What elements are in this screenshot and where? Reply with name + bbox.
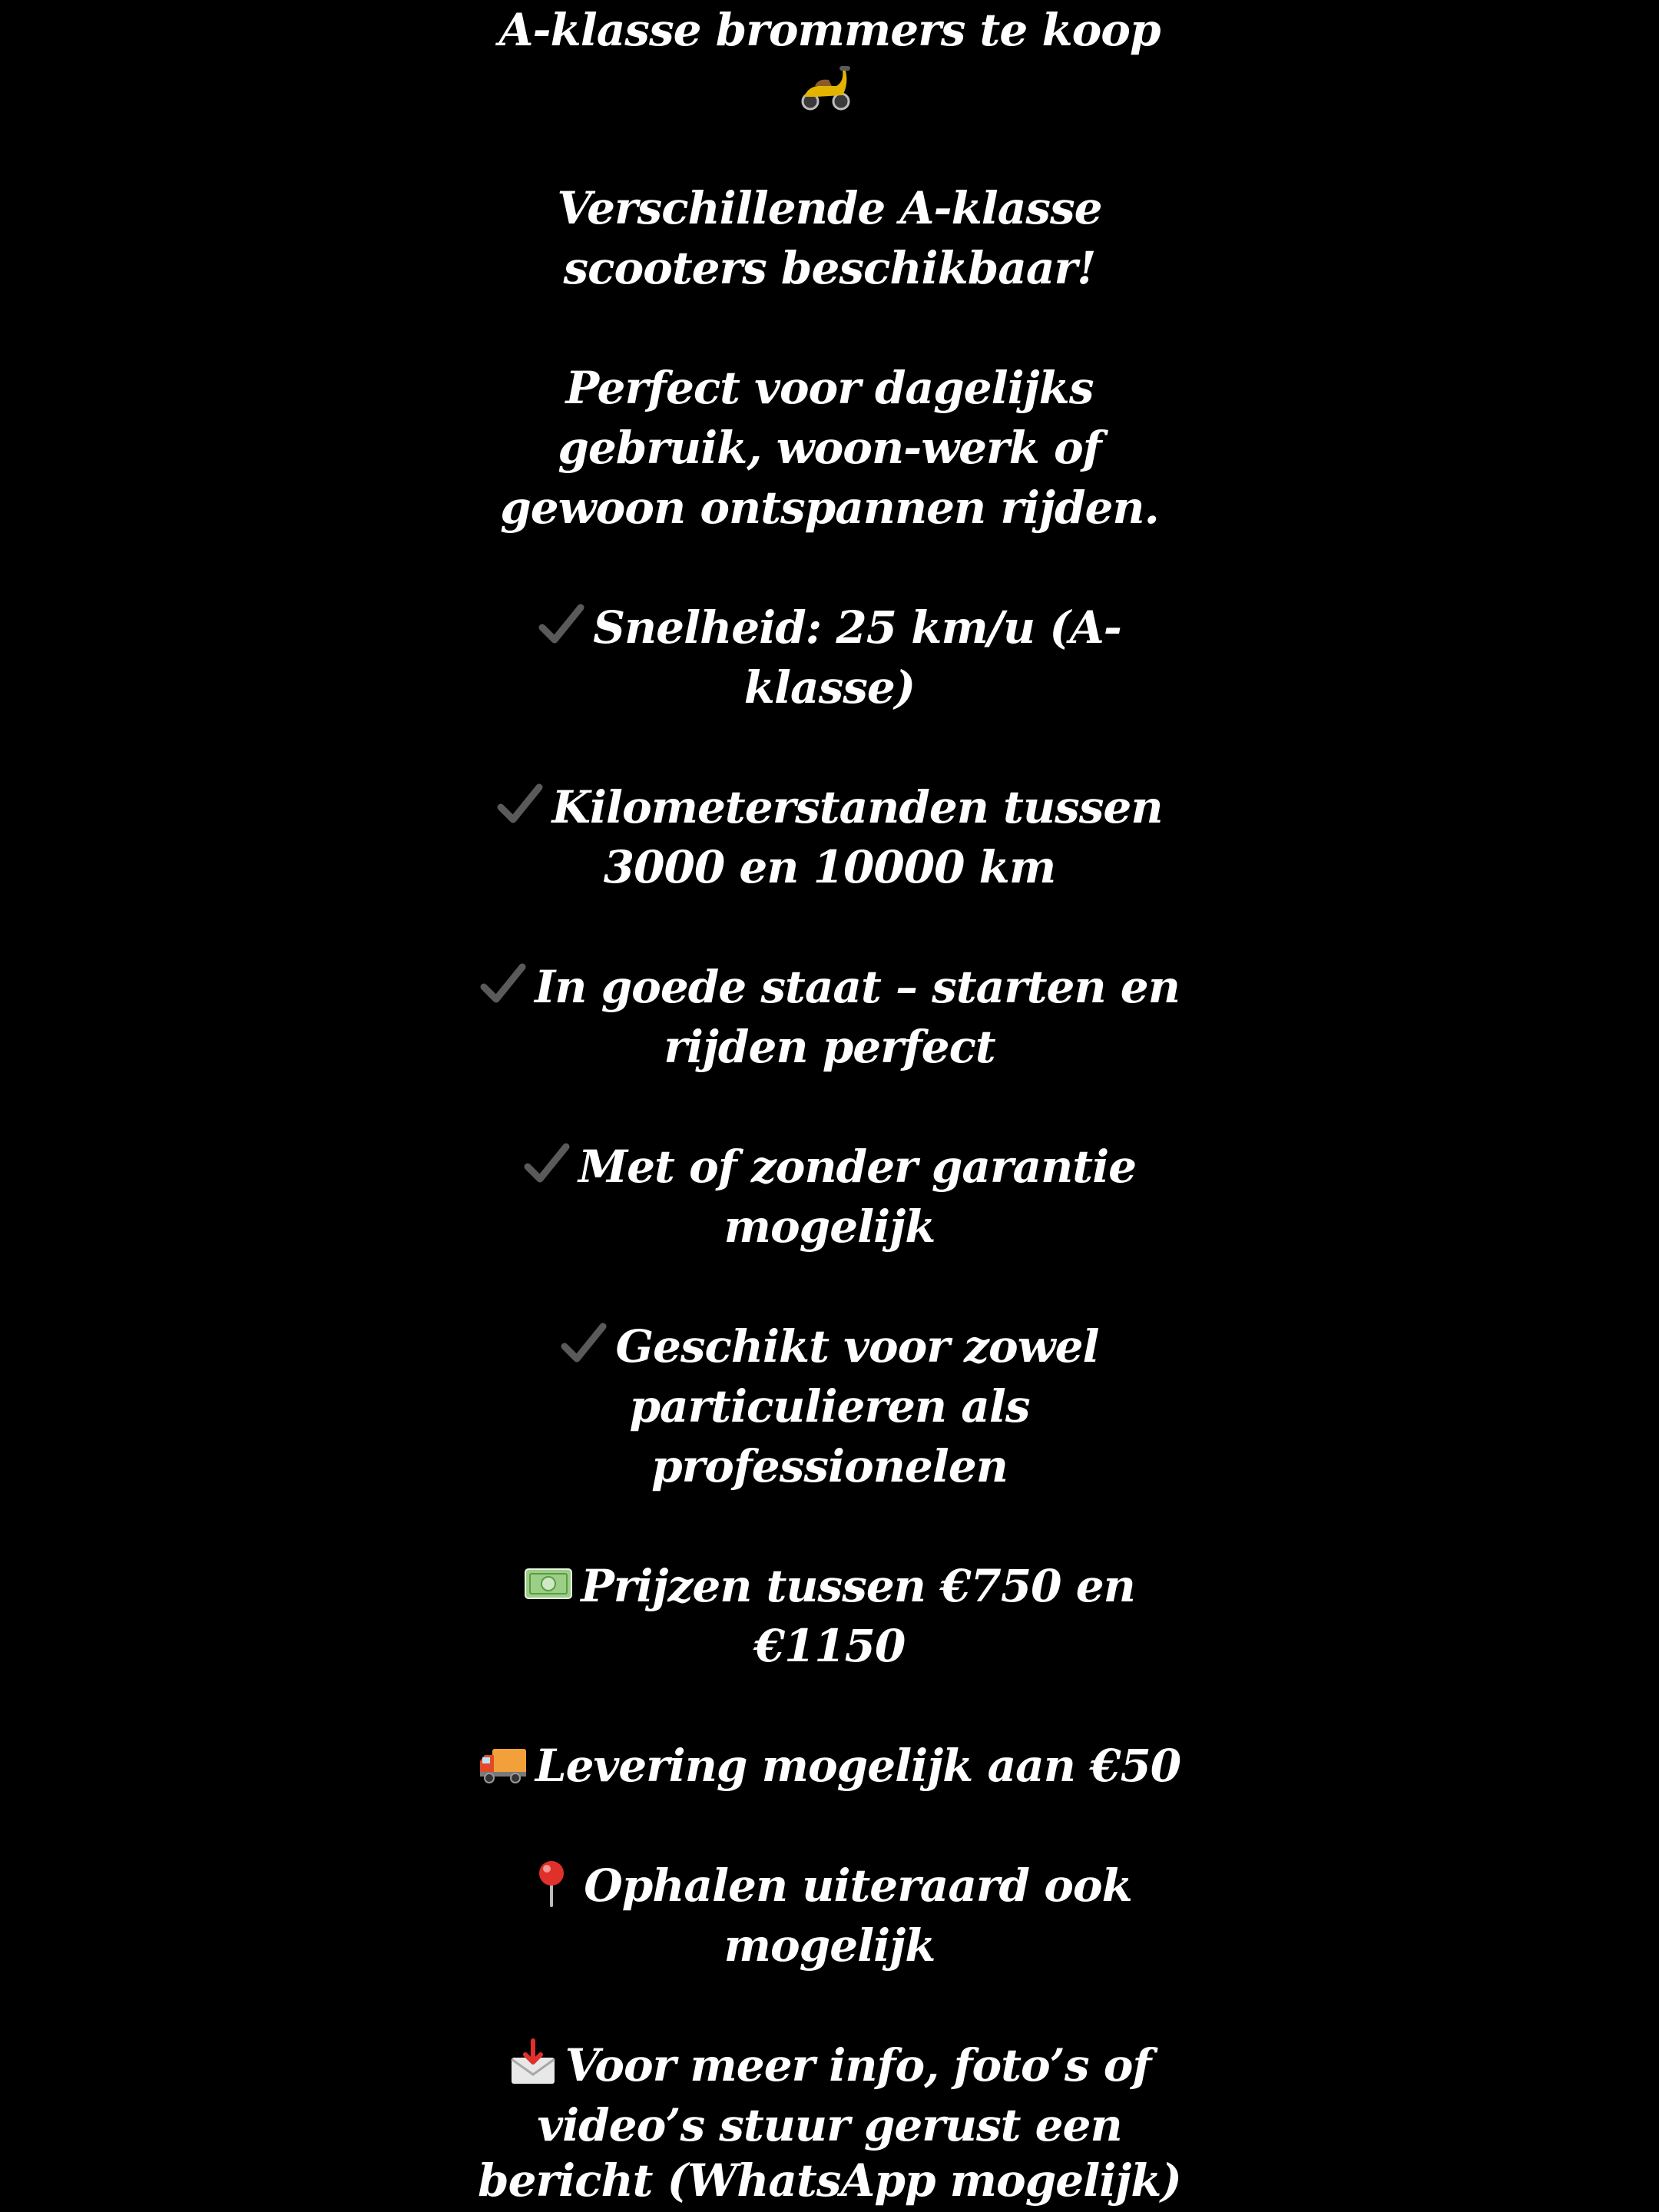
title-emoji-line	[0, 58, 1659, 122]
check-icon	[560, 1320, 608, 1368]
price-line-2: €1150	[753, 1620, 906, 1672]
feature-audience-line-2: particulieren als	[629, 1380, 1030, 1432]
delivery-line: Levering mogelijk aan €50	[0, 1736, 1659, 1796]
pickup-line-1: Ophalen uiteraard ook	[0, 1856, 1659, 1916]
usage-line-3: gewoon ontspannen rijden.	[500, 482, 1159, 534]
check-icon	[496, 781, 544, 829]
envelope-icon	[508, 2038, 558, 2087]
scooter-icon	[798, 58, 853, 114]
check-icon	[538, 601, 585, 649]
contact-line-3: bericht (WhatsApp mogelijk)	[478, 2154, 1181, 2207]
usage-line-1: Perfect voor dagelijks	[565, 362, 1094, 414]
feature-warranty-line-2: mogelijk	[724, 1200, 935, 1253]
pin-icon	[527, 1858, 576, 1907]
check-icon	[479, 961, 527, 1008]
contact-line-2: video’s stuur gerust een	[537, 2099, 1122, 2151]
feature-mileage-line-2: 3000 en 10000 km	[603, 841, 1056, 893]
title-text: A-klasse brommers te koop	[498, 4, 1161, 56]
contact-line-1: Voor meer info, foto’s of	[0, 2035, 1659, 2095]
usage-line-2: gebruik, woon-werk of	[558, 422, 1101, 474]
price-line-1: Prijzen tussen €750 en	[0, 1556, 1659, 1616]
truck-icon	[478, 1738, 528, 1787]
feature-condition-line-2: rijden perfect	[664, 1021, 995, 1073]
pickup-line-2: mogelijk	[724, 1919, 935, 1972]
feature-mileage-line-1: Kilometerstanden tussen	[0, 777, 1659, 837]
feature-audience-line-1: Geschikt voor zowel	[0, 1316, 1659, 1376]
feature-condition-line-1: In goede staat – starten en	[0, 957, 1659, 1017]
check-icon	[523, 1141, 571, 1188]
feature-audience-line-3: professionelen	[651, 1440, 1008, 1492]
money-icon	[524, 1558, 573, 1608]
intro-line-2: scooters beschikbaar!	[563, 242, 1096, 294]
title-line	[0, 0, 1659, 60]
feature-speed-line-1: Snelheid: 25 km/u (A-	[0, 598, 1659, 657]
feature-speed-line-2: klasse)	[743, 661, 916, 714]
intro-line-1: Verschillende A-klasse	[557, 182, 1102, 234]
feature-warranty-line-1: Met of zonder garantie	[0, 1137, 1659, 1197]
